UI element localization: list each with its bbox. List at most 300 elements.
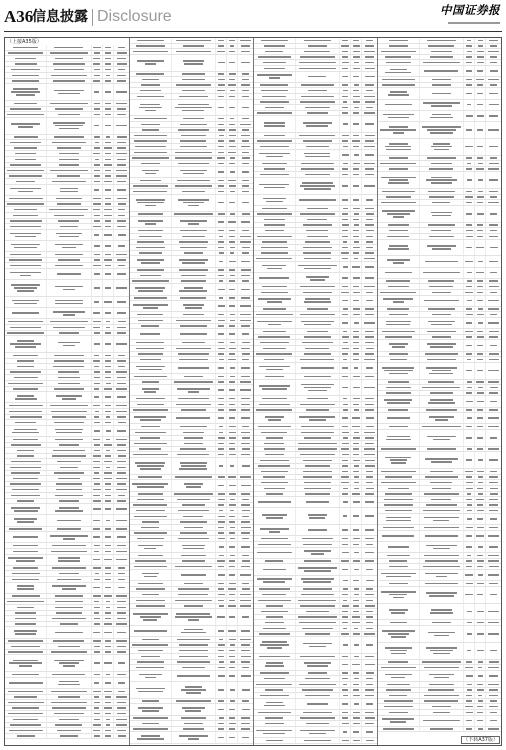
table-cell (238, 217, 253, 227)
text-line (301, 426, 334, 428)
table-row (254, 195, 377, 206)
table-row (130, 682, 253, 699)
text-line (219, 252, 224, 254)
text-line (477, 555, 483, 557)
table-cell (362, 346, 377, 351)
table-cell (420, 475, 464, 480)
table-cell (296, 492, 340, 497)
text-line (306, 611, 329, 613)
table-cell (114, 577, 129, 582)
text-line (10, 188, 41, 190)
text-line (176, 51, 210, 53)
table-cell (172, 352, 216, 357)
table-row (254, 318, 377, 329)
text-line (140, 616, 161, 618)
table-cell (130, 195, 172, 211)
table-cell (351, 452, 362, 457)
text-line (466, 93, 472, 95)
text-line (422, 126, 461, 128)
text-line (117, 607, 127, 609)
table-cell (92, 157, 103, 162)
text-line (218, 574, 225, 576)
table-cell (216, 240, 227, 245)
table-cell (340, 727, 351, 737)
text-line (57, 520, 81, 522)
table-cell (475, 508, 486, 513)
table-cell (351, 682, 362, 687)
text-line (303, 471, 332, 473)
text-line (381, 591, 416, 593)
text-line (93, 489, 100, 491)
table-cell (464, 38, 475, 43)
table-cell (475, 38, 486, 43)
text-line (353, 348, 359, 350)
text-line (342, 112, 348, 114)
table-cell (340, 335, 351, 340)
text-line (94, 702, 101, 704)
text-line (140, 333, 160, 335)
table-cell (227, 408, 238, 413)
text-line (59, 662, 79, 664)
table-cell (103, 717, 114, 722)
text-line (178, 588, 209, 590)
table-cell (130, 279, 172, 284)
text-line (302, 182, 332, 184)
table-cell (340, 273, 351, 283)
text-line (300, 454, 335, 456)
table-cell (92, 504, 103, 514)
table-cell (114, 179, 129, 184)
text-line (365, 605, 375, 607)
table-cell (5, 168, 47, 173)
table-cell (103, 678, 114, 688)
text-line (94, 147, 100, 149)
text-line (117, 273, 125, 275)
table-cell (296, 66, 340, 71)
table-cell (351, 357, 362, 362)
table-cell (296, 223, 340, 228)
table-cell (254, 195, 296, 205)
text-line (55, 244, 83, 246)
text-line (228, 221, 235, 223)
text-line (175, 616, 212, 618)
table-cell (420, 497, 464, 502)
table-cell (92, 258, 103, 263)
text-line (229, 566, 235, 568)
text-line (94, 245, 101, 247)
text-line (105, 696, 110, 698)
table-cell (378, 710, 420, 715)
table-cell (216, 312, 227, 317)
text-line (14, 429, 37, 431)
text-line (136, 348, 164, 350)
text-line (55, 495, 83, 497)
table-cell (47, 107, 92, 112)
table-cell (103, 252, 114, 257)
text-line (229, 504, 236, 506)
text-line (342, 174, 348, 176)
table-row (130, 704, 253, 715)
text-line (184, 723, 204, 725)
text-line (179, 241, 209, 243)
text-line (105, 142, 110, 144)
text-line (353, 308, 360, 310)
text-line (298, 443, 336, 445)
table-row (378, 626, 501, 643)
table-cell (114, 168, 129, 173)
table-cell (172, 643, 216, 648)
table-cell (47, 566, 92, 571)
table-row (378, 396, 501, 407)
table-cell (340, 245, 351, 250)
text-line (218, 320, 225, 322)
text-line (365, 208, 375, 210)
text-line (303, 581, 331, 583)
text-line (94, 136, 100, 138)
table-cell (254, 536, 296, 541)
text-line (305, 298, 331, 300)
text-line (183, 432, 204, 434)
table-cell (254, 464, 296, 469)
table-cell (296, 38, 340, 43)
table-cell (172, 424, 216, 429)
table-cell (114, 622, 129, 627)
table-cell (351, 374, 362, 379)
text-line (106, 724, 111, 726)
text-line (94, 108, 100, 110)
table-cell (5, 202, 47, 207)
table-row (5, 555, 129, 566)
table-cell (351, 133, 362, 138)
text-line (242, 202, 249, 204)
table-cell (5, 196, 47, 201)
table-cell (475, 256, 486, 266)
table-cell (254, 592, 296, 597)
text-line (353, 331, 360, 333)
table-cell (296, 116, 340, 132)
table-cell (172, 559, 216, 564)
table-cell (340, 721, 351, 726)
table-cell (5, 678, 47, 688)
table-cell (475, 581, 486, 586)
section-title: 信息披露 (32, 9, 88, 25)
table-cell (486, 626, 501, 642)
table-row (130, 217, 253, 228)
table-cell (378, 514, 420, 524)
text-line (261, 292, 288, 294)
text-line (11, 244, 41, 246)
table-cell (378, 525, 420, 530)
text-line (117, 312, 126, 314)
text-line (15, 159, 35, 161)
text-line (241, 717, 249, 719)
text-line (57, 730, 81, 732)
text-line (94, 422, 101, 424)
text-line (390, 69, 407, 71)
text-line (178, 104, 210, 106)
table-cell (475, 660, 486, 665)
table-cell (216, 273, 227, 278)
disclosure-table (4, 37, 502, 746)
table-cell (114, 504, 129, 514)
text-line (184, 287, 202, 289)
text-line (141, 527, 159, 529)
text-line (9, 411, 43, 413)
text-line (14, 136, 38, 138)
table-cell (464, 83, 475, 88)
table-cell (296, 525, 340, 535)
text-line (118, 682, 125, 684)
text-line (54, 47, 83, 49)
text-line (303, 476, 333, 478)
text-line (105, 612, 110, 614)
table-cell (340, 223, 351, 228)
table-cell (486, 234, 501, 239)
text-line (341, 45, 348, 47)
table-cell (92, 487, 103, 492)
text-line (240, 594, 250, 596)
table-cell (114, 689, 129, 694)
table-cell (464, 699, 475, 704)
table-cell (238, 637, 253, 642)
text-line (240, 236, 251, 238)
table-cell (486, 172, 501, 188)
text-line (365, 308, 374, 310)
table-cell (216, 72, 227, 77)
table-cell (420, 167, 464, 172)
table-cell (5, 353, 47, 358)
text-line (489, 280, 497, 282)
table-column-group (5, 38, 129, 745)
table-cell (351, 632, 362, 637)
table-cell (362, 318, 377, 328)
text-line (264, 122, 285, 124)
table-cell (378, 531, 420, 541)
text-line (54, 388, 84, 390)
text-line (105, 287, 110, 289)
table-cell (420, 413, 464, 423)
text-line (14, 377, 38, 379)
text-line (424, 493, 460, 495)
text-line (300, 605, 336, 607)
table-cell (5, 140, 47, 145)
text-line (10, 108, 41, 110)
text-line (141, 163, 161, 165)
text-line (53, 63, 84, 65)
table-cell (238, 497, 253, 502)
text-line (137, 60, 163, 62)
text-line (489, 146, 498, 148)
table-cell (378, 486, 420, 491)
text-line (477, 409, 484, 411)
table-cell (254, 716, 296, 721)
table-cell (227, 559, 238, 564)
table-cell (92, 655, 103, 671)
text-line (364, 51, 374, 53)
table-cell (362, 44, 377, 49)
text-line (53, 311, 85, 313)
table-row (5, 678, 129, 689)
text-line (354, 107, 359, 109)
table-cell (296, 508, 340, 524)
text-line (302, 342, 334, 344)
text-line (104, 662, 111, 664)
table-cell (216, 413, 227, 423)
text-line (364, 258, 375, 260)
table-cell (486, 111, 501, 121)
text-line (13, 567, 38, 569)
table-cell (351, 536, 362, 541)
table-cell (103, 241, 114, 251)
text-line (301, 321, 334, 323)
table-cell (5, 230, 47, 240)
text-line (263, 476, 285, 478)
table-cell (5, 532, 47, 542)
table-cell (103, 263, 114, 268)
text-line (14, 287, 36, 289)
text-line (55, 265, 83, 267)
text-line (242, 157, 250, 159)
text-line (242, 510, 250, 512)
text-line (144, 391, 156, 393)
text-line (342, 672, 349, 674)
table-cell (340, 508, 351, 524)
text-line (58, 696, 81, 698)
text-line (184, 437, 203, 439)
table-cell (486, 49, 501, 54)
table-cell (378, 122, 420, 138)
text-line (490, 70, 498, 72)
text-line (366, 367, 373, 369)
text-line (478, 574, 483, 576)
table-cell (238, 413, 253, 423)
text-line (258, 298, 292, 300)
table-cell (296, 105, 340, 110)
text-line (262, 96, 286, 98)
text-line (136, 45, 165, 47)
text-line (490, 292, 497, 294)
text-line (365, 437, 374, 439)
table-row (378, 587, 501, 604)
text-line (389, 426, 408, 428)
table-cell (486, 66, 501, 76)
table-cell (103, 515, 114, 525)
table-cell (103, 112, 114, 117)
text-line (489, 476, 499, 478)
table-cell (351, 105, 362, 110)
table-cell (475, 357, 486, 362)
text-line (105, 360, 111, 362)
table-row (378, 604, 501, 621)
text-line (116, 91, 127, 93)
table-cell (114, 639, 129, 644)
text-line (137, 269, 164, 271)
text-line (183, 314, 204, 316)
text-line (117, 220, 125, 222)
text-line (93, 198, 101, 200)
table-cell (378, 396, 420, 406)
text-line (477, 157, 483, 159)
table-cell (130, 413, 172, 423)
text-line (93, 587, 100, 589)
table-cell (378, 413, 420, 423)
table-cell (378, 559, 420, 564)
text-line (7, 332, 43, 334)
text-line (298, 616, 337, 618)
text-line (426, 409, 458, 411)
text-line (489, 583, 498, 585)
table-cell (296, 424, 340, 429)
text-line (478, 700, 483, 702)
text-line (7, 601, 44, 603)
table-cell (351, 223, 362, 228)
text-line (217, 157, 224, 159)
text-line (105, 91, 112, 93)
text-line (106, 136, 111, 138)
text-line (12, 489, 40, 491)
text-line (105, 422, 110, 424)
table-cell (47, 622, 92, 627)
table-cell (5, 308, 47, 318)
table-cell (420, 710, 464, 715)
table-cell (227, 447, 238, 452)
text-line (142, 129, 159, 131)
text-line (477, 650, 484, 652)
table-cell (254, 508, 296, 524)
table-cell (486, 587, 501, 603)
table-cell (362, 133, 377, 138)
text-line (105, 528, 111, 530)
text-line (229, 73, 236, 75)
text-line (309, 733, 326, 735)
text-line (426, 545, 456, 547)
text-line (490, 62, 497, 64)
table-cell (47, 258, 92, 263)
text-line (138, 707, 163, 709)
table-cell (420, 626, 464, 642)
text-line (241, 454, 250, 456)
table-cell (227, 144, 238, 149)
table-cell (475, 699, 486, 704)
text-line (383, 114, 414, 116)
text-line (301, 163, 333, 165)
table-cell (103, 67, 114, 72)
table-cell (351, 234, 362, 239)
text-line (353, 314, 360, 316)
table-cell (216, 492, 227, 497)
table-cell (420, 240, 464, 256)
table-cell (254, 486, 296, 491)
text-line (263, 581, 285, 583)
table-cell (340, 116, 351, 132)
text-line (143, 619, 157, 621)
table-cell (362, 464, 377, 469)
table-cell (130, 122, 172, 127)
text-line (353, 605, 359, 607)
table-cell (47, 319, 92, 324)
text-line (229, 305, 235, 307)
table-cell (114, 734, 129, 739)
text-line (218, 342, 224, 344)
text-line (465, 574, 472, 576)
table-row (130, 167, 253, 178)
text-line (105, 377, 111, 379)
text-line (431, 499, 451, 501)
table-cell (114, 459, 129, 464)
text-line (353, 146, 359, 148)
table-cell (340, 654, 351, 659)
table-cell (362, 469, 377, 474)
